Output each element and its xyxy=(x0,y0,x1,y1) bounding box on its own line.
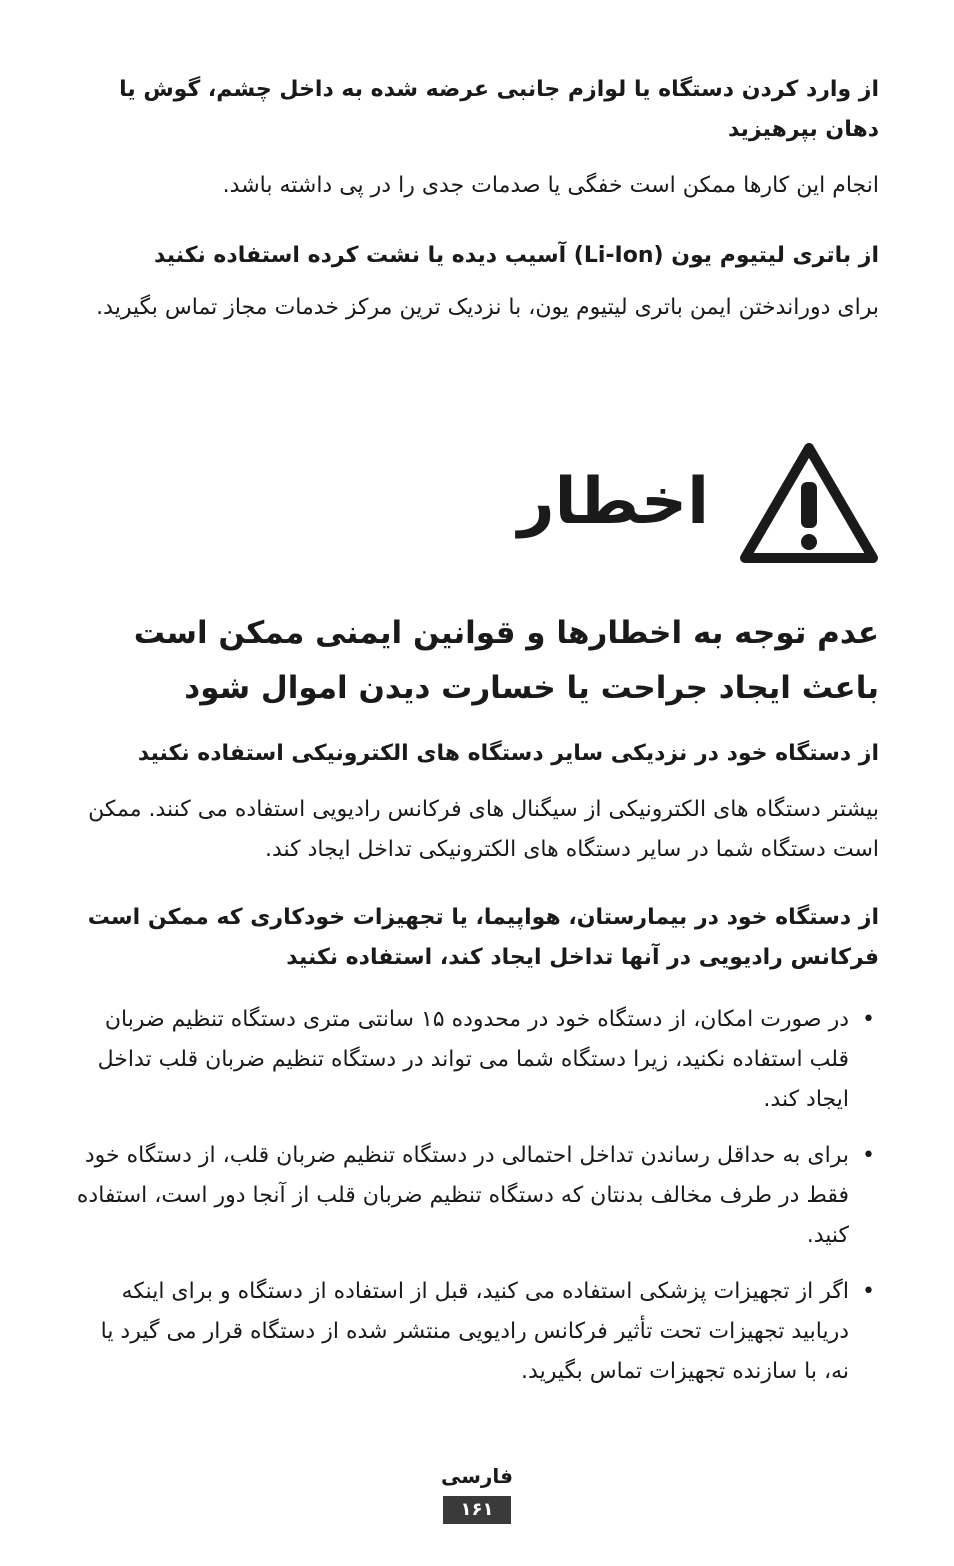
page-footer xyxy=(0,1458,954,1524)
warning-triangle-icon xyxy=(739,440,879,564)
list-item xyxy=(75,1000,879,1120)
section-heading-battery: از باتری لیتیوم یون (Li-Ion) آسیب دیده یا نشت کرده استفاده نکنید xyxy=(154,243,879,268)
list-item xyxy=(75,1136,879,1256)
bullet-text: در صورت امکان، از دستگاه خود در محدوده ۱۵ سانتی متری دستگاه تنظیم ضربان قلب استفاده نکنید، زیرا دستگاه شما می تواند در دستگاه تنظیم ضربان قلب تداخل ایجاد کند. xyxy=(97,1007,849,1112)
bullet-list xyxy=(75,1000,879,1408)
bullet-text: برای به حداقل رساندن تداخل احتمالی در دستگاه تنظیم ضربان قلب، از دستگاه خود فقط در طرف مخالف بدنتان که دستگاه تنظیم ضربان قلب از آنجا دور است، استفاده کنید. xyxy=(76,1143,849,1248)
warning-label: اخطار xyxy=(517,465,709,539)
subsection-body-electronics: بیشتر دستگاه های الکترونیکی از سیگنال های فرکانس رادیویی استفاده می کنند. ممکن است دستگاه شما در سایر دستگاه های الکترونیکی تداخل ایجاد کند. xyxy=(88,797,879,862)
section-body-battery: برای دوراندختن ایمن باتری لیتیوم یون، با نزدیک ترین مرکز خدمات مجاز تماس بگیرید. xyxy=(96,295,879,320)
section-body-insertion: انجام این کارها ممکن است خفگی یا صدمات جدی را در پی داشته باشد. xyxy=(222,173,879,198)
list-item xyxy=(75,1272,879,1392)
main-title: عدم توجه به اخطارها و قوانین ایمنی ممکن است باعث ایجاد جراحت یا خسارت دیدن اموال شود xyxy=(133,615,879,706)
page-number: ۱۶۱ xyxy=(443,1496,511,1524)
bullet-marker: • xyxy=(862,1143,875,1168)
footer-language: فارسی xyxy=(440,1464,514,1488)
bullet-text: اگر از تجهیزات پزشکی استفاده می کنید، قبل از استفاده از دستگاه و برای اینکه دریابید تجهیزات تحت تأثیر فرکانس رادیویی منتشر شده از دستگاه قرار می گیرد یا نه، با سازنده تجهیزات تماس بگیرید. xyxy=(100,1279,849,1384)
bullet-marker: • xyxy=(862,1279,875,1304)
warning-header xyxy=(518,440,879,564)
bullet-marker: • xyxy=(862,1007,875,1032)
subsection-heading-electronics: از دستگاه خود در نزدیکی سایر دستگاه های الکترونیکی استفاده نکنید xyxy=(137,741,879,766)
subsection-heading-hospitals: از دستگاه خود در بیمارستان، هواپیما، یا تجهیزات خودکاری که ممکن است فرکانس رادیویی در آنها تداخل ایجاد کند، استفاده نکنید xyxy=(87,905,879,970)
section-heading-insertion: از وارد کردن دستگاه یا لوازم جانبی عرضه شده به داخل چشم، گوش یا دهان بپرهیزید xyxy=(119,77,879,142)
